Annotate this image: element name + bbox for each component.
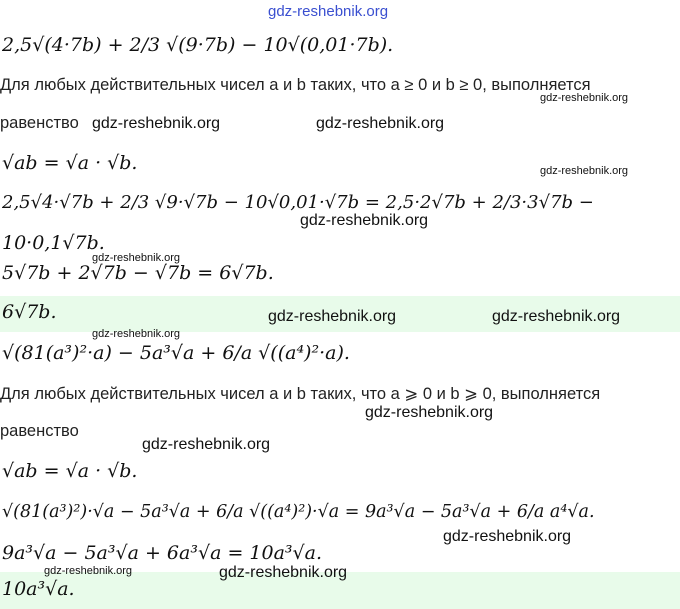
problem1-rule-text-cont: равенство bbox=[0, 114, 79, 132]
watermark: gdz-reshebnik.org bbox=[92, 115, 221, 132]
watermark: gdz-reshebnik.org bbox=[540, 92, 629, 104]
watermark: gdz-reshebnik.org bbox=[92, 328, 181, 340]
problem2-expression: √(81(a³)²·a) − 5a³√a + 6/a √((a⁴)²·a). bbox=[2, 342, 350, 364]
watermark: gdz-reshebnik.org bbox=[92, 252, 181, 264]
watermark: gdz-reshebnik.org bbox=[219, 564, 348, 581]
problem2-rule-text-cont: равенство bbox=[0, 422, 79, 440]
problem1-step1: 2,5√4·√7b + 2/3 √9·√7b − 10√0,01·√7b = 2,5·2√7b + 2/3·3√7b − bbox=[2, 192, 594, 213]
problem1-step1-cont: 10·0,1√7b. bbox=[2, 232, 105, 254]
problem2-identity: √ab = √a · √b. bbox=[2, 460, 138, 482]
problem1-answer: 6√7b. bbox=[2, 301, 57, 323]
watermark: gdz-reshebnik.org bbox=[142, 436, 271, 453]
problem2-answer: 10a³√a. bbox=[2, 578, 75, 600]
problem2-step2: 9a³√a − 5a³√a + 6a³√a = 10a³√a. bbox=[2, 542, 322, 564]
watermark: gdz-reshebnik.org bbox=[316, 115, 445, 132]
watermark: gdz-reshebnik.org bbox=[540, 165, 629, 177]
watermark: gdz-reshebnik.org bbox=[44, 565, 133, 577]
watermark: gdz-reshebnik.org bbox=[443, 528, 572, 545]
watermark: gdz-reshebnik.org bbox=[365, 404, 494, 421]
problem1-expression: 2,5√(4·7b) + 2/3 √(9·7b) − 10√(0,01·7b). bbox=[2, 34, 394, 56]
problem1-step2: 5√7b + 2√7b − √7b = 6√7b. bbox=[2, 262, 274, 284]
problem2-rule-text: Для любых действительных чисел a и b таких, что a ⩾ 0 и b ⩾ 0, выполняется bbox=[0, 385, 601, 403]
watermark-top: gdz-reshebnik.org bbox=[268, 3, 389, 20]
watermark: gdz-reshebnik.org bbox=[492, 308, 621, 325]
problem1-rule-text: Для любых действительных чисел a и b таких, что a ≥ 0 и b ≥ 0, выполняется bbox=[0, 76, 591, 94]
watermark: gdz-reshebnik.org bbox=[300, 212, 429, 229]
problem1-identity: √ab = √a · √b. bbox=[2, 152, 138, 174]
watermark: gdz-reshebnik.org bbox=[268, 308, 397, 325]
problem2-step1: √(81(a³)²)·√a − 5a³√a + 6/a √((a⁴)²)·√a = 9a³√a − 5a³√a + 6/a a⁴√a. bbox=[2, 502, 595, 522]
